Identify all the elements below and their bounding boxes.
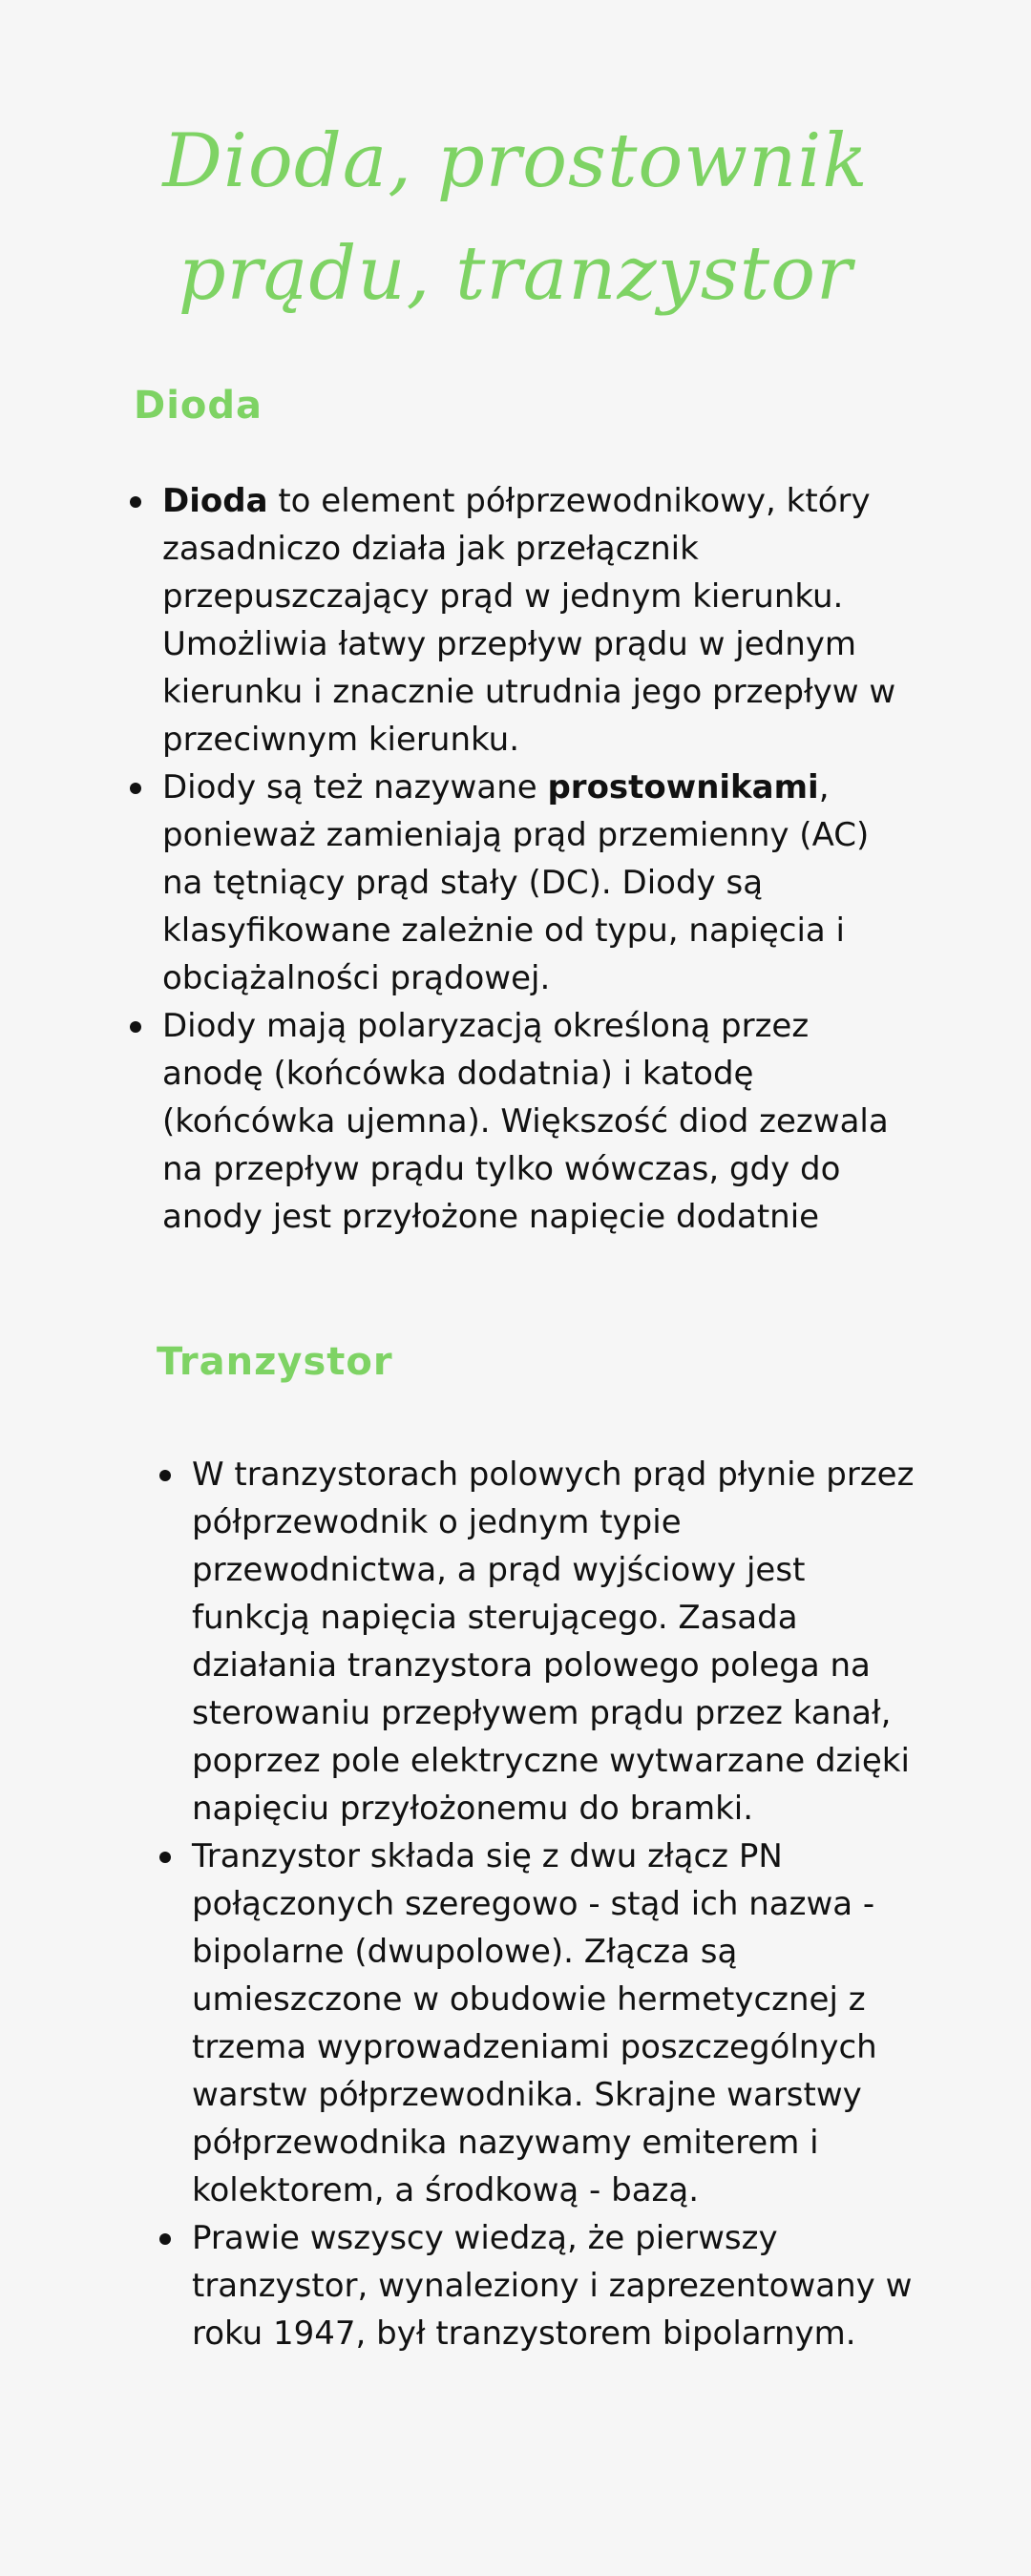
bullet-icon (130, 783, 141, 794)
list-item-text: Diody mają polaryzacją określoną przez anodę (końcówka dodatnia) i katodę (końcówka ujemna). Większość diod zezwala na przepływ prądu tylko wówczas, gdy do anody jest przyłożone napięcie dodatnie (162, 1007, 889, 1236)
list-item-text: Tranzystor składa się z dwu złącz PN połączonych szeregowo - stąd ich nazwa - bipolarne (dwupolowe). Złącza są umieszczone w obudowie hermetycznej z trzema wyprowadzeniami poszczególnych warstw półprzewodnika. Skrajne warstwy półprzewodnika nazywamy emiterem i kolektorem, a środkową - bazą. (192, 1837, 877, 2209)
list-item (156, 2214, 919, 2357)
list-item (126, 477, 909, 764)
list-item-text: Diody są też nazywane (162, 768, 548, 806)
list-item-text: to element półprzewodnikowy, który zasadniczo działa jak przełącznik przepuszczający prąd w jednym kierunku. Umożliwia łatwy przepływ prądu w jednym kierunku i znacznie utrudnia jego przepływ w przeciwnym kierunku. (162, 482, 896, 759)
page-title: Dioda, prostownik prądu, tranzystor (162, 118, 869, 317)
dioda-bullet-list (126, 477, 909, 1241)
list-item (156, 1451, 919, 1833)
bullet-icon (159, 2233, 171, 2245)
bullet-icon (130, 496, 141, 508)
bold-term: prostownikami (547, 768, 819, 806)
bullet-icon (130, 1021, 141, 1033)
section-heading-dioda: Dioda (134, 384, 263, 428)
list-item (126, 1002, 909, 1241)
list-item (156, 1833, 919, 2214)
section-heading-tranzystor: Tranzystor (157, 1340, 393, 1384)
list-item-text: W tranzystorach polowych prąd płynie przez półprzewodnik o jednym typie przewodnictwa, a prąd wyjściowy jest funkcją napięcia sterującego. Zasada działania tranzystora polowego polega na sterowaniu przepływem prądu przez kanał, poprzez pole elektryczne wytwarzane dzięki napięciu przyłożonemu do bramki. (192, 1456, 915, 1828)
list-item-text: Prawie wszyscy wiedzą, że pierwszy tranzystor, wynaleziony i zaprezentowany w roku 1947, był tranzystorem bipolarnym. (192, 2219, 913, 2353)
bold-term: Dioda (162, 482, 268, 520)
tranzystor-bullet-list (156, 1451, 919, 2357)
list-item-text: , ponieważ zamieniają prąd przemienny (AC) na tętniący prąd stały (DC). Diody są klasyfikowane zależnie od typu, napięcia i obciążalności prądowej. (162, 768, 870, 997)
list-item (126, 764, 909, 1002)
bullet-icon (159, 1852, 171, 1863)
bullet-icon (159, 1470, 171, 1481)
